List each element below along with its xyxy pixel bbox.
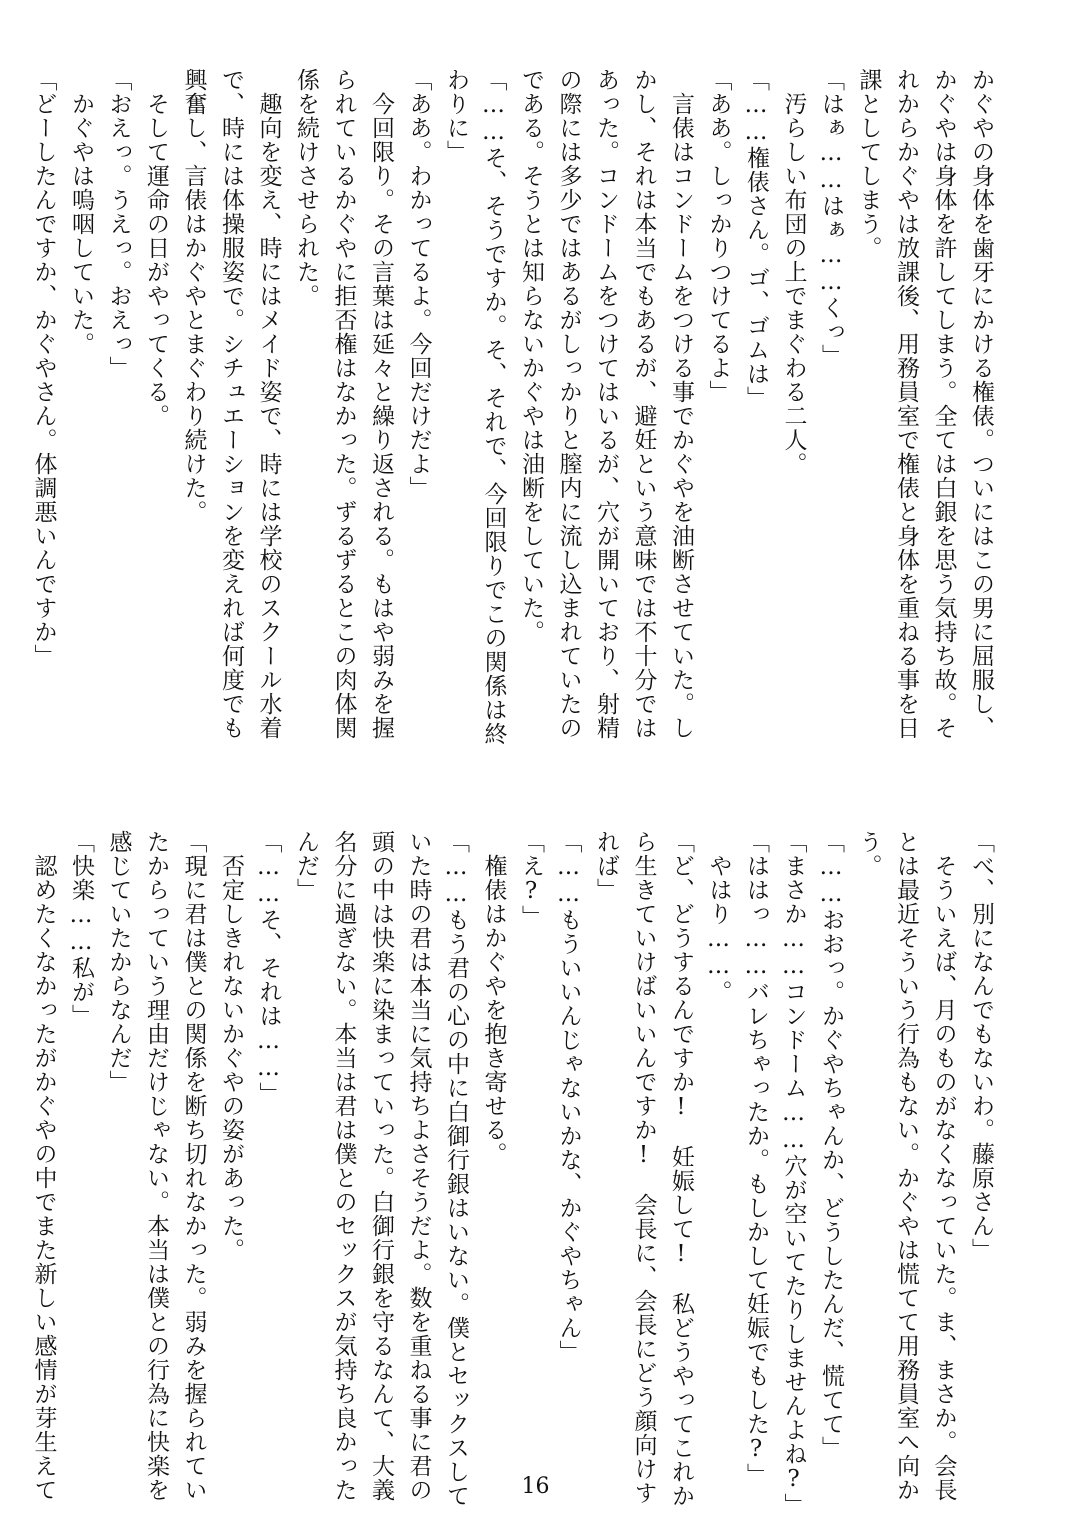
text-line: 興奮し、言俵はかぐやとまぐわり続けた。 (180, 68, 207, 524)
text-line: ら生きていけばいいんですか! 会長に、会長にどう顔向けす (630, 830, 657, 1505)
text-line: 「快楽……私が」 (68, 830, 94, 1028)
text-line: かぐやは身体を許してしまう。全ては白銀を思う気持ち故。そ (930, 68, 957, 740)
text-line: そういえば、月のものがなくなっていた。ま、まさか。会長 (930, 830, 957, 1502)
text-line: 頭の中は快楽に染まっていった。白御行銀を守るなんて、大義 (368, 830, 394, 1502)
text-block-top (30, 68, 999, 758)
text-line: 趣向を変え、時にはメイド姿で、時には学校のスクール水着 (255, 68, 282, 740)
text-line: いた時の君は本当に気持ちよさそうだよ。数を重ねる事に君の (405, 830, 432, 1502)
text-line: かし、それは本当でもあるが、避妊という意味では不十分では (630, 68, 657, 740)
text-line: そして運命の日がやってくる。 (143, 68, 169, 428)
text-line: あった。コンドームをつけてはいるが、穴が開いており、射精 (593, 68, 619, 740)
text-line: 権俵はかぐやを抱き寄せる。 (480, 830, 507, 1166)
text-line: 「え?」 (518, 830, 544, 929)
text-line: 「……おおっ。かぐやちゃんか、どうしたんだ、慌てて」 (818, 830, 844, 1460)
text-line: やはり……。 (705, 830, 732, 1004)
text-line: で、時には体操服姿で。シチュエーションを変えれば何度でも (218, 68, 244, 740)
text-line: 「……そ、そうですか。そ、それで、今回限りでこの関係は終 (480, 68, 507, 746)
text-line: わりに」 (443, 68, 469, 164)
text-line: の際には多少ではあるがしっかりと膣内に流し込まれていたの (555, 68, 582, 740)
text-line: 名分に過ぎない。本当は君は僕とのセックスが気持ち良かった (330, 830, 357, 1502)
text-line: 今回限り。その言葉は延々と繰り返される。もはや弱みを握 (368, 68, 394, 740)
text-line: れば」 (593, 830, 619, 902)
text-line: 「べ、別になんでもないわ。藤原さん」 (968, 830, 994, 1262)
text-line: られているかぐやに拒否権はなかった。ずるずるとこの肉体関 (330, 68, 357, 740)
text-line: 「おえっ。うえっ。おえっ」 (105, 68, 132, 380)
text-line: 「……もういいんじゃないかな、かぐやちゃん」 (555, 830, 582, 1364)
text-line: 感じていたからなんだ」 (105, 830, 132, 1094)
text-line: れからかぐやは放課後、用務員室で権俵と身体を重ねる事を日 (893, 68, 919, 740)
text-line: 課としてしまう。 (855, 68, 882, 260)
text-line: 「どーしたんですか、かぐやさん。体調悪いんですか」 (30, 68, 57, 668)
text-line: 「ははっ……バレちゃったか。もしかして妊娠でもした?」 (743, 830, 769, 1487)
text-line: 汚らしい布団の上でまぐわる二人。 (780, 68, 807, 476)
text-line: かぐやの身体を歯牙にかける権俵。ついにはこの男に屈服し、 (968, 68, 994, 740)
text-line: 否定しきれないかぐやの姿があった。 (218, 830, 244, 1262)
text-line: う。 (855, 830, 882, 878)
text-line: 「現に君は僕との関係を断ち切れなかった。弱みを握られてい (180, 830, 207, 1502)
text-line: たからっていう理由だけじゃない。本当は僕との行為に快楽を (143, 830, 169, 1502)
text-line: 「ど、どうするんですか! 妊娠して! 私どうやってこれか (668, 830, 694, 1508)
text-line: 「ああ。しっかりつけてるよ」 (705, 68, 732, 404)
text-line: 「はぁ……はぁ……くっ」 (818, 68, 844, 368)
text-line: 「まさか……コンドーム……穴が空いてたりしませんよね?」 (780, 830, 807, 1517)
text-line: である。そうとは知らないかぐやは油断をしていた。 (518, 68, 544, 644)
text-line: 「……そ、それは……」 (255, 830, 282, 1106)
text-line: 認めたくなかったがかぐやの中でまた新しい感情が芽生えて (30, 830, 57, 1502)
text-line: とは最近そういう行為もない。かぐやは慌てて用務員室へ向か (893, 830, 919, 1502)
text-line: 「ああ。わかってるよ。今回だけだよ」 (405, 68, 432, 500)
text-line: んだ」 (293, 830, 319, 902)
page-number: 16 (521, 1474, 550, 1499)
text-line: 係を続けさせられた。 (293, 68, 319, 308)
text-line: 言俵はコンドームをつける事でかぐやを油断させていた。し (668, 68, 694, 740)
text-line: かぐやは嗚咽していた。 (68, 68, 94, 356)
text-line: 「……権俵さん。ゴ、ゴムは」 (743, 68, 769, 410)
text-line: 「……もう君の心の中に白御行銀はいない。僕とセックスして (443, 830, 469, 1508)
